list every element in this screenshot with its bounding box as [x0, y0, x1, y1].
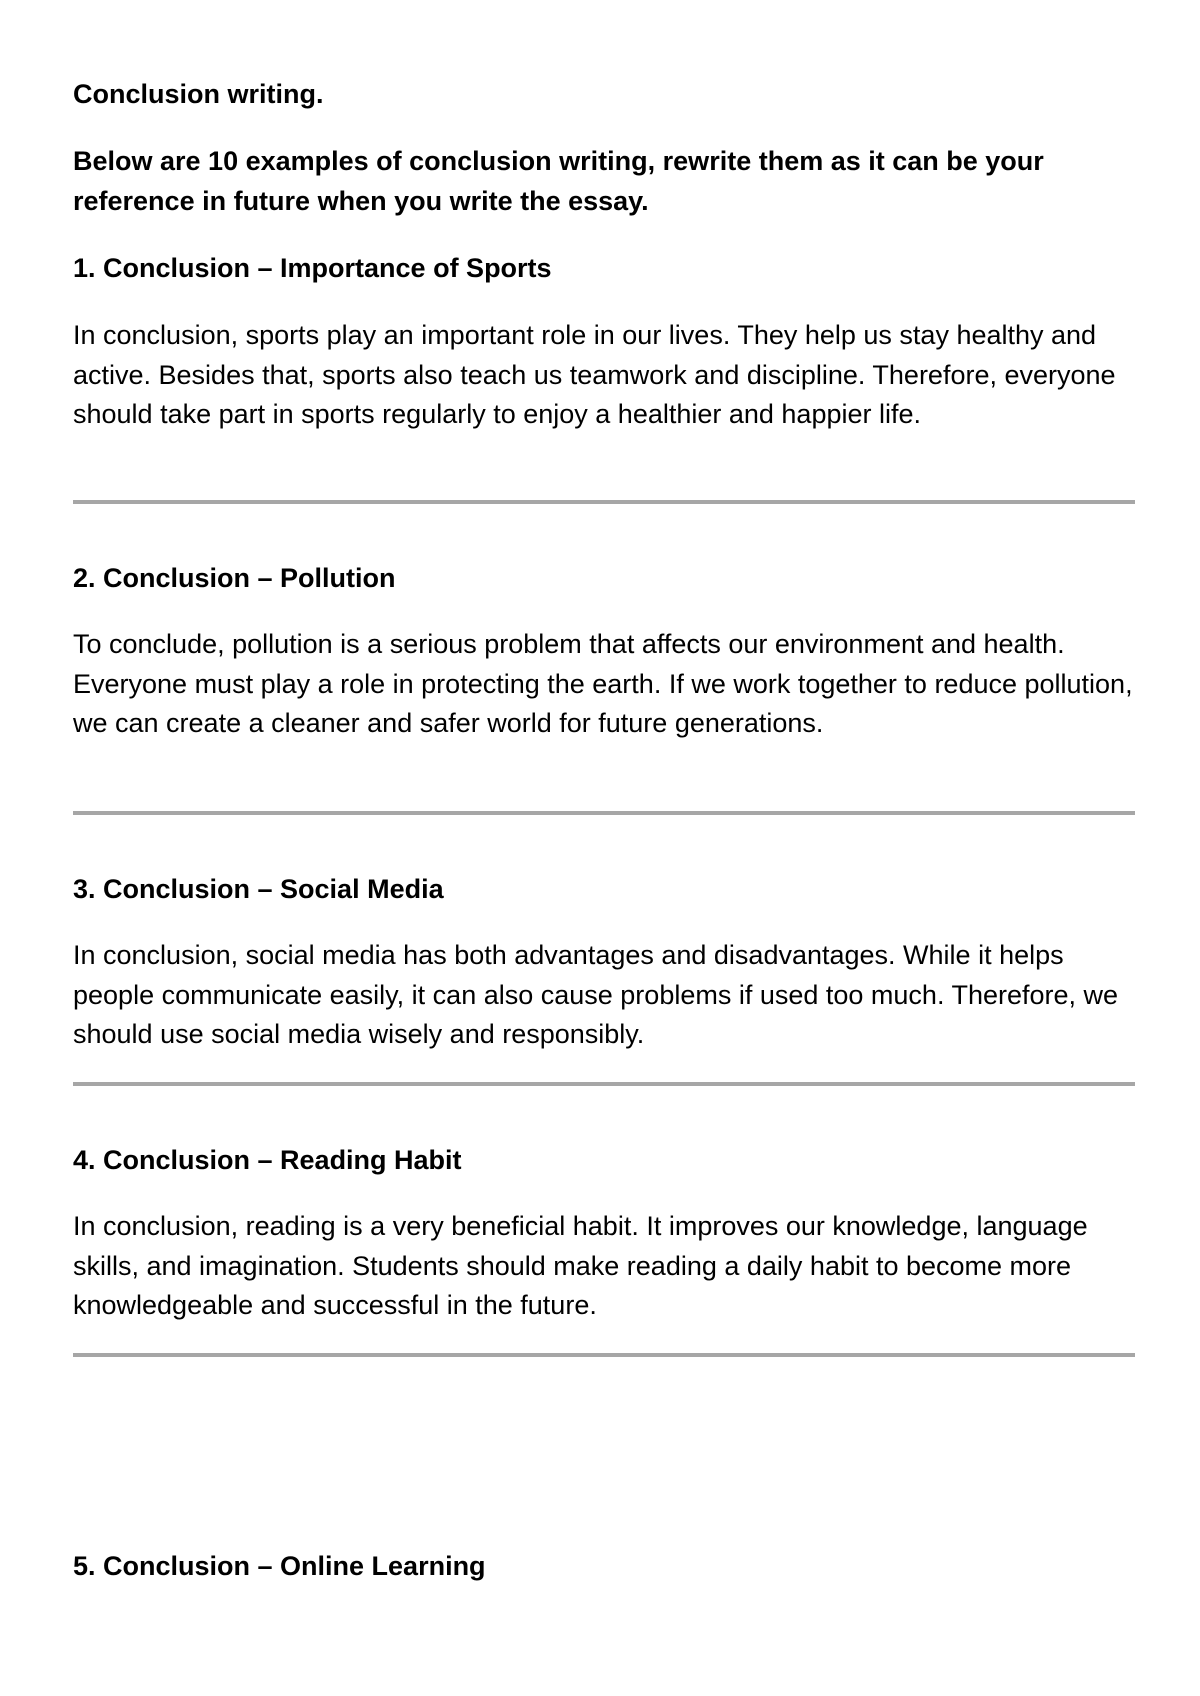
section-heading-1: 1. Conclusion – Importance of Sports — [73, 253, 552, 283]
document-title: Conclusion writing. — [73, 79, 324, 109]
section-body-4: In conclusion, reading is a very beneficial habit. It improves our knowledge, language skills, and imagination. Students should make reading a daily habit to become more knowledgeable and successful in the future. — [73, 1211, 1088, 1320]
document-page — [73, 0, 1135, 1696]
section-divider-2 — [73, 811, 1135, 815]
section-heading-5: 5. Conclusion – Online Learning — [73, 1551, 486, 1581]
section-body-2: To conclude, pollution is a serious problem that affects our environment and health. Everyone must play a role in protecting the earth. If we work together to reduce pollution, we can create a cleaner and safer world for future generations. — [73, 629, 1133, 738]
section-heading-2: 2. Conclusion – Pollution — [73, 563, 396, 593]
section-body-3: In conclusion, social media has both advantages and disadvantages. While it helps people communicate easily, it can also cause problems if used too much. Therefore, we should use social media wisely and responsibly. — [73, 940, 1119, 1049]
section-heading-3: 3. Conclusion – Social Media — [73, 874, 444, 904]
section-divider-1 — [73, 500, 1135, 504]
section-body-1: In conclusion, sports play an important role in our lives. They help us stay healthy and active. Besides that, sports also teach us teamwork and discipline. Therefore, everyone should take part in sports regularly to enjoy a healthier and happier life. — [73, 320, 1116, 429]
section-divider-3 — [73, 1082, 1135, 1086]
section-divider-4 — [73, 1353, 1135, 1357]
section-heading-4: 4. Conclusion – Reading Habit — [73, 1145, 462, 1175]
document-instructions: Below are 10 examples of conclusion writing, rewrite them as it can be your reference in future when you write the essay. — [73, 146, 1044, 216]
